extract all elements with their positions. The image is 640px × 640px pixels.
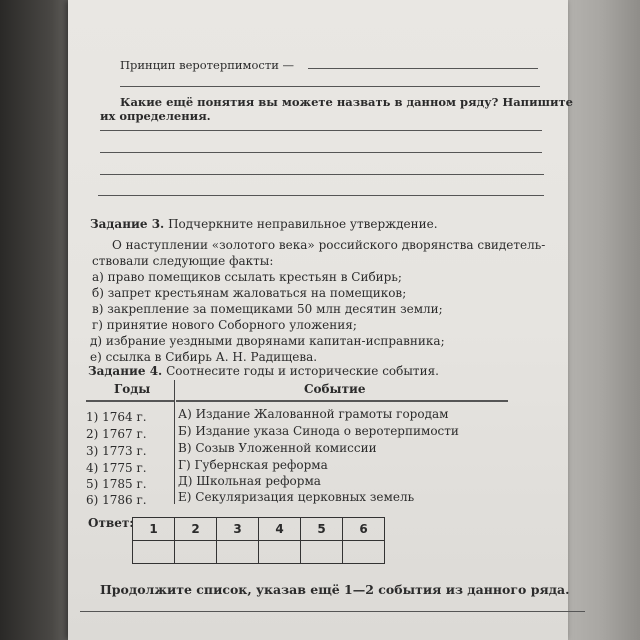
task3-item[interactable]: а) право помещиков ссылать крестьян в Сибирь; — [92, 270, 402, 284]
answer-number: 2 — [175, 518, 217, 541]
answer-number: 3 — [217, 518, 259, 541]
desk-background-left — [0, 0, 75, 640]
task3-item[interactable]: б) запрет крестьянам жаловаться на помещиков; — [92, 286, 407, 300]
table-column-divider — [174, 380, 175, 504]
continue-instruction: Продолжите список, указав ещё 1—2 события из данного ряда. — [100, 582, 570, 597]
principle-label: Принцип веротерпимости — — [120, 58, 295, 72]
task3-number: Задание 3. — [90, 217, 165, 231]
year-item: 6) 1786 г. — [86, 493, 147, 507]
task3-item[interactable]: д) избрание уездными дворянами капитан-исправника; — [90, 334, 445, 348]
task3-item[interactable]: г) принятие нового Соборного уложения; — [92, 318, 357, 332]
table-header-rule — [86, 400, 174, 402]
answer-number: 1 — [133, 518, 175, 541]
answer-line[interactable] — [100, 152, 542, 153]
answer-input-row — [133, 541, 385, 564]
question-line-1: Какие ещё понятия вы можете назвать в данном ряду? Напишите — [120, 95, 573, 109]
task3-title — [90, 217, 438, 231]
task3-intro-2: ствовали следующие факты: — [92, 254, 274, 268]
answer-table — [132, 517, 385, 564]
task4-instruction: Соотнесите годы и исторические события. — [166, 364, 439, 378]
answer-number: 5 — [301, 518, 343, 541]
task4-title — [88, 364, 439, 378]
answer-line[interactable] — [120, 86, 540, 87]
table-header-rule — [176, 400, 508, 402]
event-item: Е) Секуляризация церковных земель — [178, 490, 415, 504]
task3-instruction: Подчеркните неправильное утверждение. — [168, 217, 438, 231]
years-column-header: Годы — [114, 382, 151, 396]
answer-cell[interactable] — [301, 541, 343, 564]
answer-line[interactable] — [100, 130, 542, 131]
year-item: 4) 1775 г. — [86, 461, 147, 475]
answer-cell[interactable] — [175, 541, 217, 564]
answer-label: Ответ: — [88, 516, 134, 530]
task3-item[interactable]: в) закрепление за помещиками 50 млн десятин земли; — [92, 302, 443, 316]
answer-number: 6 — [343, 518, 385, 541]
answer-line[interactable] — [80, 611, 585, 612]
year-item: 3) 1773 г. — [86, 444, 147, 458]
year-item: 1) 1764 г. — [86, 410, 147, 424]
event-column-header: Событие — [304, 382, 366, 396]
event-item: Д) Школьная реформа — [178, 474, 321, 488]
answer-line[interactable] — [308, 68, 538, 69]
task3-item[interactable]: е) ссылка в Сибирь А. Н. Радищева. — [90, 350, 318, 364]
event-item: В) Созыв Уложенной комиссии — [178, 441, 377, 455]
answer-line[interactable] — [98, 195, 544, 196]
event-item: Г) Губернская реформа — [178, 458, 328, 472]
task4-number: Задание 4. — [88, 364, 163, 378]
answer-cell[interactable] — [343, 541, 385, 564]
year-item: 5) 1785 г. — [86, 477, 147, 491]
answer-cell[interactable] — [133, 541, 175, 564]
event-item: Б) Издание указа Синода о веротерпимости — [178, 424, 459, 438]
question-line-2: их определения. — [100, 109, 211, 123]
answer-header-row — [133, 518, 385, 541]
year-item: 2) 1767 г. — [86, 427, 147, 441]
task3-intro-1: О наступлении «золотого века» российского дворянства свидетель- — [112, 238, 546, 252]
answer-cell[interactable] — [259, 541, 301, 564]
answer-number: 4 — [259, 518, 301, 541]
answer-cell[interactable] — [217, 541, 259, 564]
event-item: А) Издание Жалованной грамоты городам — [178, 407, 449, 421]
answer-line[interactable] — [100, 174, 544, 175]
